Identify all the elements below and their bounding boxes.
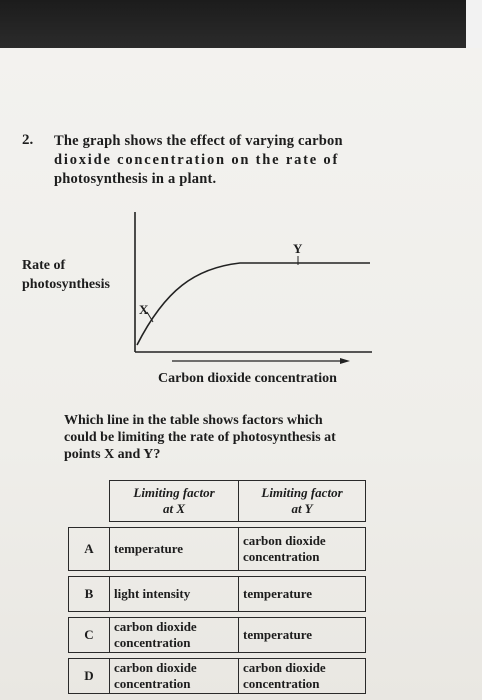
row-letter: D xyxy=(69,659,110,694)
question-line: photosynthesis in a plant. xyxy=(54,171,217,187)
rate-curve xyxy=(137,263,370,345)
y-axis-label xyxy=(22,256,110,294)
table-row[interactable] xyxy=(69,577,366,612)
question-line: The graph shows the effect of varying carbon xyxy=(54,133,343,149)
cell-line: concentration xyxy=(114,635,191,650)
header-line: Limiting factor xyxy=(133,485,215,500)
row-factor-y xyxy=(239,618,366,653)
row-letter: C xyxy=(69,618,110,653)
cell-line: carbon dioxide xyxy=(243,660,326,675)
header-line: Limiting factor xyxy=(261,485,343,500)
prompt-line: Which line in the table shows factors which xyxy=(64,413,323,428)
cell-line: carbon dioxide xyxy=(243,533,326,548)
question-line: dioxide concentration on the rate of xyxy=(54,152,340,168)
cell-line: temperature xyxy=(243,627,313,642)
header-line: at Y xyxy=(291,501,313,516)
point-y-label: Y xyxy=(293,241,303,256)
answer-table xyxy=(68,480,366,694)
question-prompt xyxy=(64,412,394,463)
row-factor-y xyxy=(239,528,366,571)
cell-line: concentration xyxy=(114,676,191,691)
table-row[interactable] xyxy=(69,528,366,571)
cell-line: concentration xyxy=(243,549,320,564)
row-factor-x xyxy=(110,528,239,571)
y-axis-label-line: photosynthesis xyxy=(22,277,110,292)
row-letter: A xyxy=(69,528,110,571)
cell-line: carbon dioxide xyxy=(114,660,197,675)
row-factor-x xyxy=(110,659,239,694)
table-header-row xyxy=(69,481,366,522)
x-axis-label: Carbon dioxide concentration xyxy=(158,371,337,386)
row-factor-y xyxy=(239,659,366,694)
row-factor-x xyxy=(110,618,239,653)
y-axis-label-line: Rate of xyxy=(22,258,66,273)
cell-line: light intensity xyxy=(114,586,191,601)
row-factor-y xyxy=(239,577,366,612)
table-row[interactable] xyxy=(69,618,366,653)
row-factor-x xyxy=(110,577,239,612)
cell-line: temperature xyxy=(243,586,313,601)
header-blank-cell xyxy=(69,481,110,522)
table-row[interactable] xyxy=(69,659,366,694)
point-x-label: X xyxy=(139,302,149,317)
arrow-head-icon xyxy=(340,358,350,364)
header-line: at X xyxy=(162,501,186,516)
question-number: 2. xyxy=(22,132,34,148)
cell-line: concentration xyxy=(243,676,320,691)
cell-line: carbon dioxide xyxy=(114,619,197,634)
prompt-line: points X and Y? xyxy=(64,447,161,462)
row-letter: B xyxy=(69,577,110,612)
header-limiting-factor-y xyxy=(239,481,366,522)
cell-line: temperature xyxy=(114,541,184,556)
prompt-line: could be limiting the rate of photosynthesis at xyxy=(64,430,336,445)
header-limiting-factor-x xyxy=(110,481,239,522)
